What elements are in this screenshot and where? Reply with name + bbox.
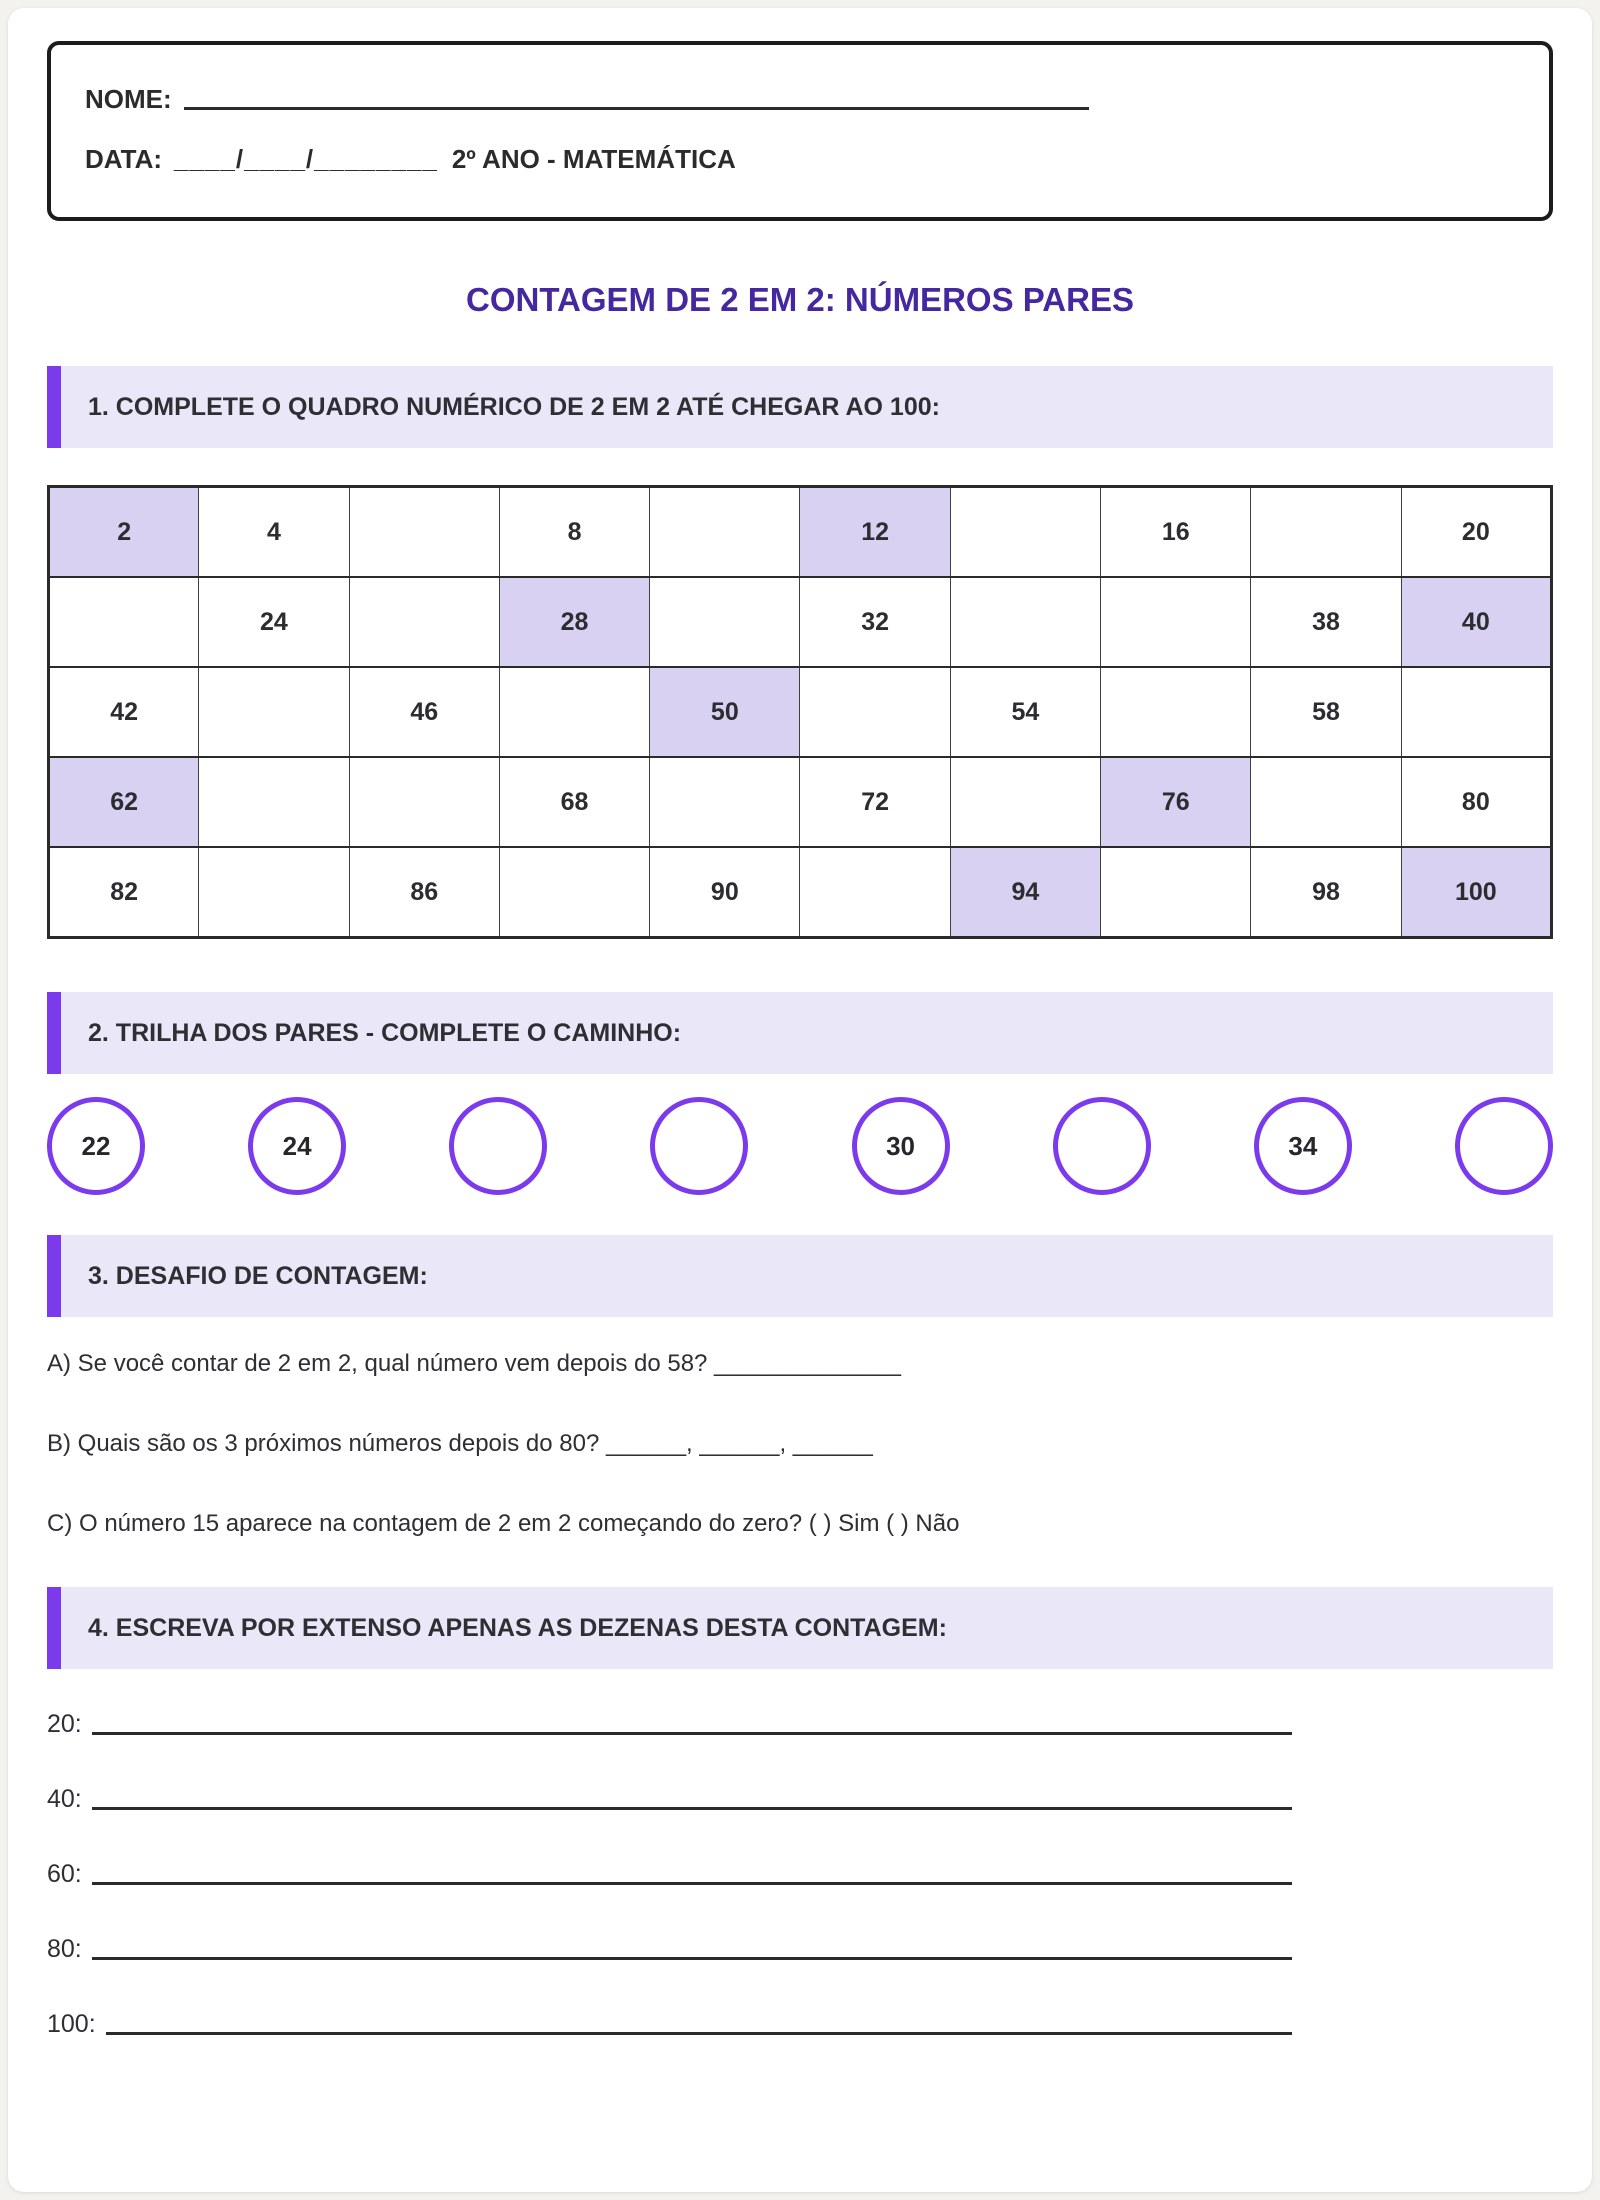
question-a: A) Se você contar de 2 em 2, qual número vem depois do 58? ______________ <box>47 1350 901 1377</box>
quadro-cell-filled: 62 <box>49 757 199 847</box>
extenso-label: 20: <box>47 1710 82 1738</box>
extenso-row <box>47 1847 1292 1889</box>
trilha-circles <box>47 1097 1553 1195</box>
quadro-row <box>49 487 1552 578</box>
quadro-cell-empty <box>499 847 649 938</box>
quadro-cell-empty <box>349 577 499 667</box>
extenso-blank-line <box>92 1732 1292 1735</box>
extenso-row <box>47 1697 1292 1739</box>
quadro-cell-filled: 38 <box>1251 577 1401 667</box>
quadro-cell-empty <box>1251 487 1401 578</box>
extenso-blank-line <box>92 1957 1292 1960</box>
quadro-cell-filled: 76 <box>1101 757 1251 847</box>
quadro-cell-filled: 8 <box>499 487 649 578</box>
section-4-title: 4. ESCREVA POR EXTENSO APENAS AS DEZENAS DESTA CONTAGEM: <box>88 1613 947 1642</box>
trilha-circle-empty <box>1455 1097 1553 1195</box>
extenso-row <box>47 1772 1292 1814</box>
extenso-label: 100: <box>47 2010 96 2038</box>
trilha-circle-filled <box>248 1097 346 1195</box>
extenso-blank-line <box>92 1882 1292 1885</box>
trilha-circle-empty <box>1053 1097 1151 1195</box>
date-row <box>85 131 1519 175</box>
course-label: 2º ANO - MATEMÁTICA <box>451 144 736 174</box>
date-blank-line: ____/____/________ <box>174 144 438 174</box>
quadro-cell-filled: 50 <box>650 667 800 757</box>
section-2-header <box>47 992 1553 1074</box>
quadro-cell-empty <box>1101 847 1251 938</box>
quadro-cell-empty <box>199 667 349 757</box>
quadro-cell-empty <box>800 667 950 757</box>
quadro-cell-filled: 54 <box>950 667 1100 757</box>
quadro-cell-filled: 4 <box>199 487 349 578</box>
quadro-cell-empty <box>950 577 1100 667</box>
page-title: CONTAGEM DE 2 EM 2: NÚMEROS PARES <box>465 281 1134 318</box>
quadro-cell-filled: 68 <box>499 757 649 847</box>
trilha-circle-filled <box>47 1097 145 1195</box>
quadro-cell-filled: 80 <box>1401 757 1551 847</box>
quadro-cell-filled: 40 <box>1401 577 1551 667</box>
section-2-title: 2. TRILHA DOS PARES - COMPLETE O CAMINHO: <box>88 1018 682 1047</box>
quadro-cell-filled: 100 <box>1401 847 1551 938</box>
trilha-circle-number: 30 <box>886 1130 916 1161</box>
extenso-blank-line <box>92 1807 1292 1810</box>
quadro-cell-empty <box>199 757 349 847</box>
quadro-table-body <box>49 487 1552 938</box>
name-blank-line <box>184 107 1089 110</box>
trilha-circle-filled <box>852 1097 950 1195</box>
trilha-circle-empty <box>449 1097 547 1195</box>
quadro-cell-empty <box>49 577 199 667</box>
quadro-cell-empty <box>650 577 800 667</box>
worksheet-card <box>8 8 1592 2192</box>
extenso-label: 60: <box>47 1860 82 1888</box>
quadro-row <box>49 577 1552 667</box>
quadro-cell-empty <box>950 757 1100 847</box>
quadro-cell-filled: 46 <box>349 667 499 757</box>
quadro-cell-empty <box>499 667 649 757</box>
extenso-label: 40: <box>47 1785 82 1813</box>
quadro-cell-empty <box>800 847 950 938</box>
quadro-row <box>49 757 1552 847</box>
quadro-cell-empty <box>1401 667 1551 757</box>
quadro-cell-empty <box>349 487 499 578</box>
quadro-cell-filled: 20 <box>1401 487 1551 578</box>
section-1-header <box>47 366 1553 448</box>
extenso-row <box>47 1922 1292 1964</box>
quadro-cell-empty <box>1251 757 1401 847</box>
extenso-lines <box>47 1697 1553 2039</box>
date-label: DATA: <box>85 144 163 174</box>
quadro-cell-filled: 32 <box>800 577 950 667</box>
quadro-cell-filled: 28 <box>499 577 649 667</box>
extenso-blank-line <box>106 2032 1292 2035</box>
question-b: B) Quais são os 3 próximos números depois do 80? ______, ______, ______ <box>47 1430 873 1457</box>
trilha-circle-number: 22 <box>81 1130 111 1161</box>
name-label: NOME: <box>85 84 172 114</box>
quadro-cell-filled: 94 <box>950 847 1100 938</box>
quadro-cell-empty <box>349 757 499 847</box>
trilha-circle-number: 34 <box>1288 1130 1318 1161</box>
quadro-cell-empty <box>1101 667 1251 757</box>
section-1-title: 1. COMPLETE O QUADRO NUMÉRICO DE 2 EM 2 ATÉ CHEGAR AO 100: <box>88 392 940 421</box>
quadro-cell-empty <box>650 487 800 578</box>
quadro-cell-filled: 86 <box>349 847 499 938</box>
trilha-circle-number: 24 <box>282 1130 312 1161</box>
section-3-title: 3. DESAFIO DE CONTAGEM: <box>88 1261 428 1290</box>
trilha-circle-filled <box>1254 1097 1352 1195</box>
quadro-row <box>49 847 1552 938</box>
quadro-cell-empty <box>199 847 349 938</box>
quadro-cell-filled: 72 <box>800 757 950 847</box>
quadro-row <box>49 667 1552 757</box>
quadro-cell-filled: 42 <box>49 667 199 757</box>
quadro-cell-filled: 24 <box>199 577 349 667</box>
name-row <box>85 71 1519 115</box>
desafio-questions <box>47 1347 1553 1541</box>
quadro-cell-filled: 12 <box>800 487 950 578</box>
quadro-cell-filled: 82 <box>49 847 199 938</box>
section-3-header <box>47 1235 1553 1317</box>
header-box <box>47 41 1553 221</box>
section-4-header <box>47 1587 1553 1669</box>
quadro-table <box>47 485 1553 939</box>
quadro-cell-empty <box>1101 577 1251 667</box>
extenso-label: 80: <box>47 1935 82 1963</box>
quadro-cell-filled: 98 <box>1251 847 1401 938</box>
trilha-circle-empty <box>650 1097 748 1195</box>
quadro-cell-empty <box>650 757 800 847</box>
quadro-cell-filled: 2 <box>49 487 199 578</box>
question-c: C) O número 15 aparece na contagem de 2 em 2 começando do zero? ( ) Sim ( ) Não <box>47 1510 960 1537</box>
quadro-cell-filled: 58 <box>1251 667 1401 757</box>
extenso-row <box>47 1997 1292 2039</box>
quadro-cell-filled: 90 <box>650 847 800 938</box>
quadro-cell-empty <box>950 487 1100 578</box>
quadro-cell-filled: 16 <box>1101 487 1251 578</box>
